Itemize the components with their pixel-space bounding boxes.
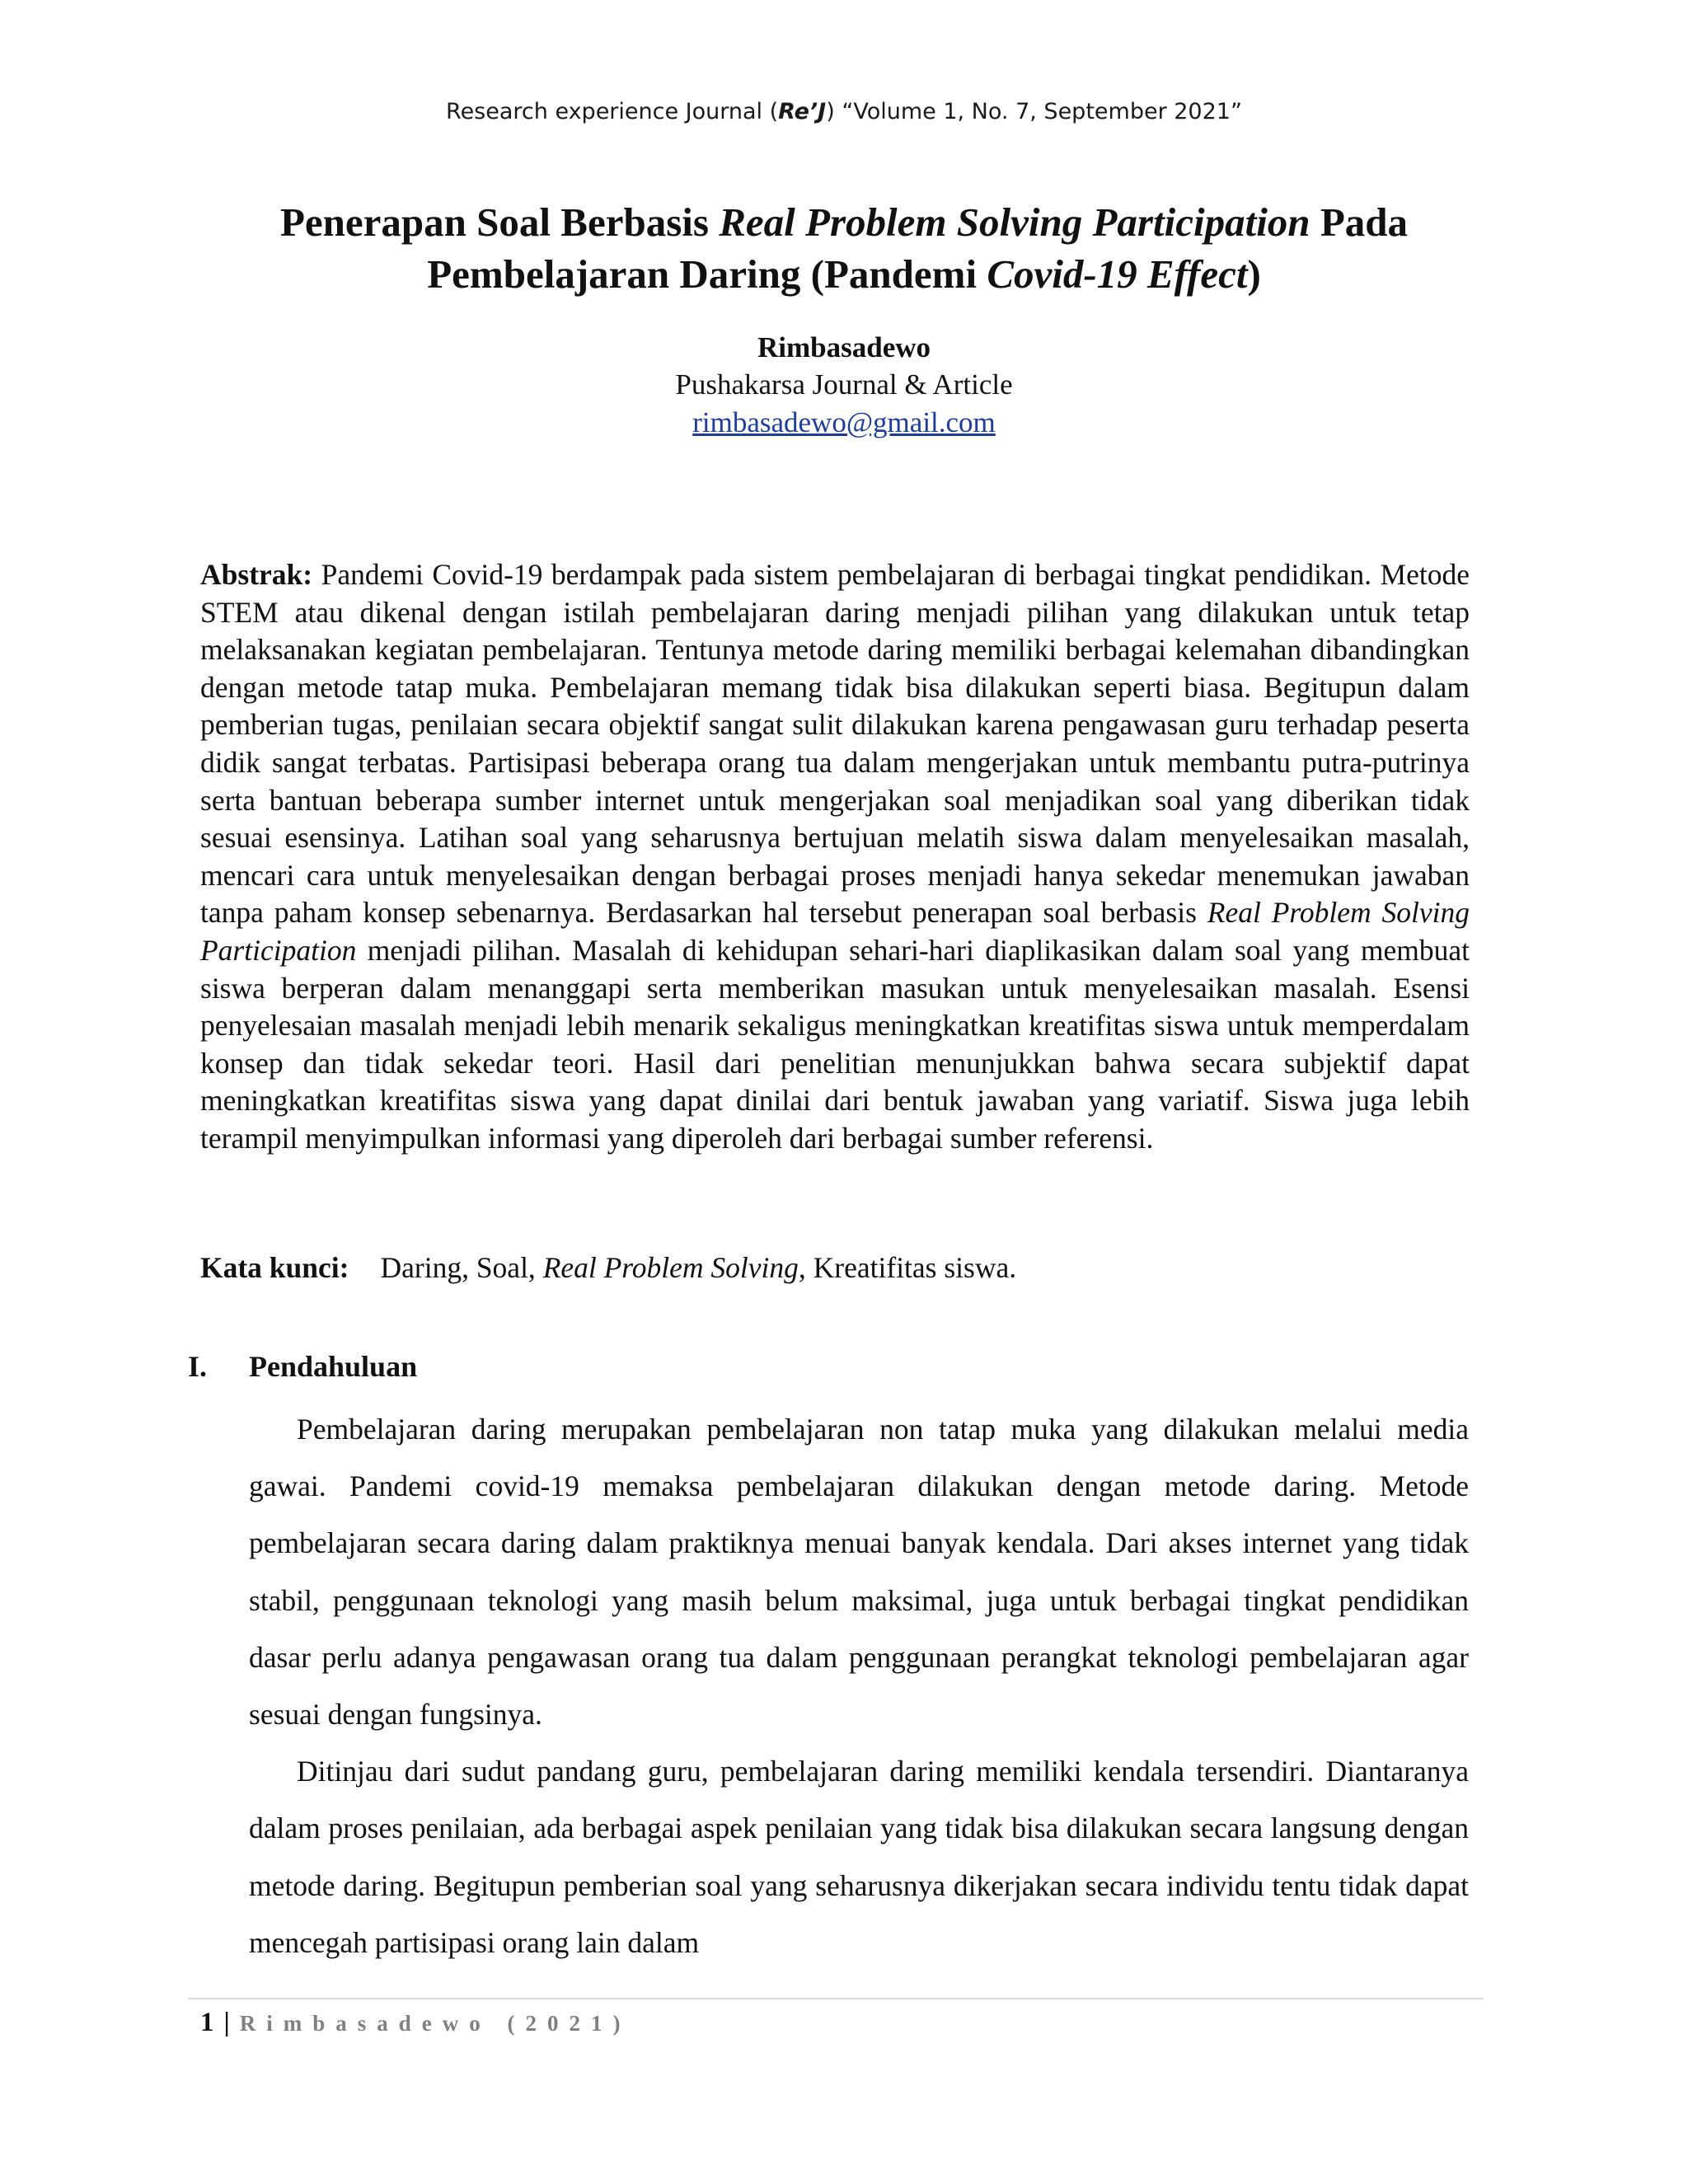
running-head-post: ) “Volume 1, No. 7, September 2021” [826,99,1242,124]
keywords [200,1249,1470,1286]
abstract-text-2: menjadi pilihan. Masalah di kehidupan sehari-hari diaplikasikan dalam soal yang membuat siswa berperan dalam menanggapi serta memberikan masukan untuk menyelesaikan masalah. Esensi penyelesaian masalah menjadi lebih menarik sekaligus meningkatkan kreatifitas siswa untuk memperdalam konsep dan tidak sekedar teori. Hasil dari penelitian menunjukkan bahwa secara subjektif dapat meningkatkan kreatifitas siswa yang dapat dinilai dari bentuk jawaban yang variatif. Siswa juga lebih terampil menyimpulkan informasi yang diperoleh dari berbagai sumber referensi. [200,933,1470,1155]
keywords-italic: Real Problem Solving [542,1251,799,1284]
running-head [0,99,1688,124]
journal-abbreviation: Re’J [778,99,827,124]
author-affiliation: Pushakarsa Journal & Article [675,368,1013,401]
footer-divider [188,1998,1484,1999]
section-number: I. [188,1350,208,1383]
title-part-5: ) [1247,251,1261,297]
body-paragraph: Pembelajaran daring merupakan pembelajaran non tatap muka yang dilakukan melalui media gawai. Pandemi covid-19 memaksa pembelajaran dilakukan dengan metode daring. Metode pembelajaran secara daring dalam praktiknya menuai banyak kendala. Dari akses internet yang tidak stabil, penggunaan teknologi yang masih belum maksimal, juga untuk berbagai tingkat pendidikan dasar perlu adanya pengawasan orang tua dalam penggunaan perangkat teknologi pembelajaran agar sesuai dengan fungsinya. [249,1413,1469,1732]
title-part-3: Pada Pembelajaran Daring (Pandemi [427,199,1408,297]
footer-author-year: Rimbasadewo (2021) [239,2011,631,2036]
title-italic-1: Real Problem Solving Participation [719,199,1311,245]
author-name: Rimbasadewo [757,331,931,363]
abstract-label: Abstrak: [200,558,313,591]
footer-separator: | [223,2008,230,2037]
body-paragraph: Ditinjau dari sudut pandang guru, pembelajaran daring memiliki kendala tersendiri. Diantaranya dalam proses penilaian, ada berbagai aspek penilaian yang tidak bisa dilakukan secara langsung dengan metode daring. Begitupun pemberian soal yang seharusnya dikerjakan secara individu tentu tidak dapat mencegah partisipasi orang lain dalam [249,1755,1469,1959]
title-part-1: Penerapan Soal Berbasis [280,199,720,245]
paper-title [165,196,1523,300]
author-block [0,330,1688,442]
keywords-label: Kata kunci: [200,1251,349,1284]
abstract-italic: Real Problem Solving Participation [200,896,1470,967]
abstract [200,556,1470,1158]
keywords-pre: Daring, Soal, [380,1251,543,1284]
keywords-post: , Kreatifitas siswa. [798,1251,1017,1284]
section-title: Pendahuluan [249,1350,418,1383]
section-body [249,1401,1469,1971]
running-head-pre: Research experience Journal ( [446,99,779,124]
page-number: 1 [200,2008,214,2037]
abstract-text-1: Pandemi Covid-19 berdampak pada sistem pembelajaran di berbagai tingkat pendidikan. Metode STEM atau dikenal dengan istilah pembelajaran daring menjadi pilihan yang dilakukan untuk tetap melaksanakan kegiatan pembelajaran. Tentunya metode daring memiliki berbagai kelemahan dibandingkan dengan metode tatap muka. Pembelajaran memang tidak bisa dilakukan seperti biasa. Begitupun dalam pemberian tugas, penilaian secara objektif sangat sulit dilakukan karena pengawasan guru terhadap peserta didik sangat terbatas. Partisipasi beberapa orang tua dalam mengerjakan untuk membantu putra-putrinya serta bantuan beberapa sumber internet untuk mengerjakan soal menjadikan soal yang diberikan tidak sesuai esensinya. Latihan soal yang seharusnya bertujuan melatih siswa dalam menyelesaikan masalah, mencari cara untuk menyelesaikan dengan berbagai proses menjadi hanya sekedar menemukan jawaban tanpa paham konsep sebenarnya. Berdasarkan hal tersebut penerapan soal berbasis [200,558,1470,930]
page-footer [200,2004,631,2041]
author-email-link[interactable]: rimbasadewo@gmail.com [692,406,996,438]
section-heading-pendahuluan [188,1347,417,1385]
title-italic-2: Covid-19 Effect [987,251,1248,297]
